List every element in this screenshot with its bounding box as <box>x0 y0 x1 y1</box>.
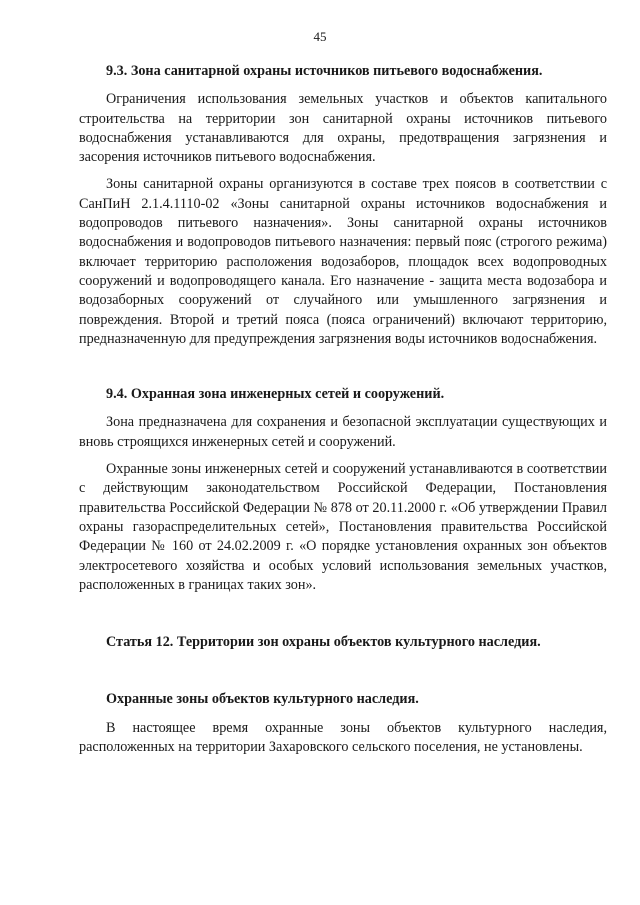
page-content <box>79 62 607 757</box>
article-12-heading: Статья 12. Территории зон охраны объектов культурного наследия. <box>106 634 541 651</box>
paragraph-9-3-belts: Зоны санитарной охраны организуются в составе трех поясов в соответствии с СанПиН 2.1.4.1110-02 «Зоны санитарной охраны источников водоснабжения и водопроводов питьевого назначения». Зоны санитарной охраны источников водоснабжения и водопроводов питьевого назначения: первый пояс (строгого режима) включает территорию расположения водозаборов, площадок всех водопроводных сооружений и водопроводящего канала. Его назначение - защита места водозабора и водозаборных сооружений от случайного или умышленного загрязнения и повреждения. Второй и третий пояса (пояса ограничений) включают территорию, предназначенную для предупреждения загрязнения воды источников водоснабжения. <box>79 176 607 347</box>
heritage-zones-heading: Охранные зоны объектов культурного наследия. <box>106 691 419 708</box>
paragraph-9-3-restrictions: Ограничения использования земельных участков и объектов капитального строительства на территории зон санитарной охраны источников питьевого водоснабжения устанавливаются для охраны, предотвращения загрязнения и засорения источников питьевого водоснабжения. <box>79 91 607 166</box>
section-heading-9-3: 9.3. Зона санитарной охраны источников питьевого водоснабжения. <box>106 63 543 79</box>
paragraph-heritage-status: В настоящее время охранные зоны объектов культурного наследия, расположенных на территории Захаровского сельского поселения, не установлены. <box>79 719 607 756</box>
paragraph-9-4-legislation: Охранные зоны инженерных сетей и сооружений устанавливаются в соответствии с действующим законодательством Российской Федерации, Постановления правительства Российской Федерации № 878 от 20.11.2000 г. «Об утверждении Правил охраны газораспределительных сетей», Постановления правительства Российской Федерации № 160 от 24.02.2009 г. «О порядке установления охранных зон объектов электросетевого хозяйства и особых условий использования земельных участков, расположенных в границах таких зон». <box>79 461 607 593</box>
paragraph-9-4-purpose: Зона предназначена для сохранения и безопасной эксплуатации существующих и вновь строящихся инженерных сетей и сооружений. <box>79 414 607 450</box>
section-heading-9-4: 9.4. Охранная зона инженерных сетей и сооружений. <box>106 386 445 403</box>
page-number: 45 <box>313 29 327 44</box>
